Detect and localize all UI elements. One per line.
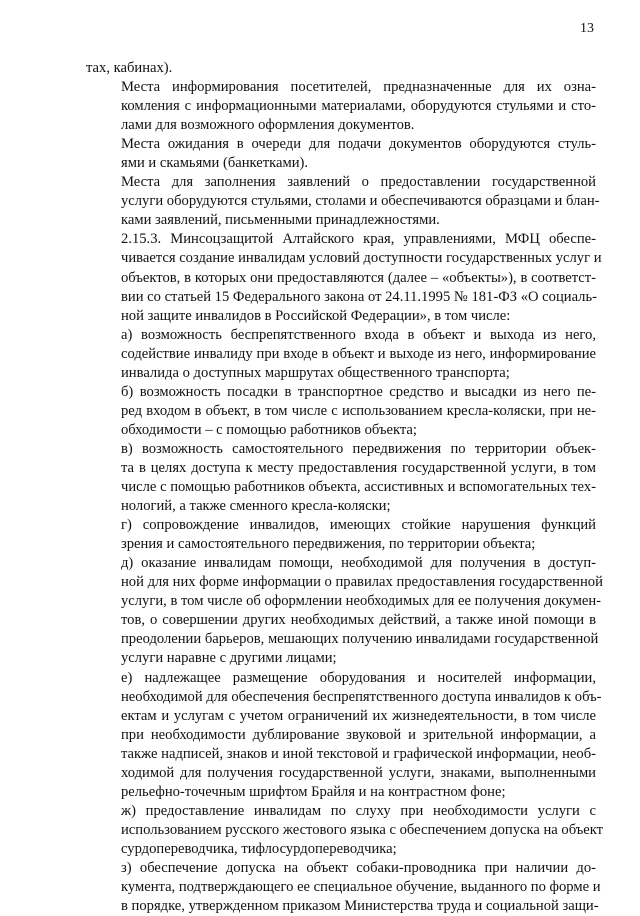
document-body — [86, 59, 604, 916]
text-line: тов, о совершении других необходимых действий, а также иной помощи в — [121, 612, 596, 629]
text-line: необходимой для обеспечения беспрепятственного доступа инвалидов к объ- — [121, 688, 602, 705]
paragraph — [86, 135, 596, 173]
text-line: ектам и услугам с учетом ограничений их жизнедеятельности, в том числе — [121, 707, 596, 724]
text-line: рельефно-точечным шрифтом Брайля и на контрастном фоне; — [121, 783, 506, 800]
text-line: также надписей, знаков и иной текстовой и графической информации, необ- — [121, 745, 596, 762]
text-line: при необходимости дублирование звуковой и зрительной информации, а — [121, 726, 596, 743]
text-line: услуги, в том числе об оформлении необходимых для ее получения докумен- — [121, 593, 602, 610]
text-line: преодолении барьеров, мешающих получению инвалидами государственной — [121, 631, 599, 648]
text-line: а) возможность беспрепятственного входа в объект и выхода из него, — [121, 326, 596, 343]
paragraph — [86, 554, 603, 668]
text-line: та в целях доступа к месту предоставления государственной услуги, в том — [121, 459, 596, 476]
text-line: вии со статьей 15 Федерального закона от 24.11.1995 № 181-ФЗ «О социаль- — [121, 288, 597, 305]
text-line: числе с помощью работников объекта, ассистивных и вспомогательных тех- — [121, 479, 596, 496]
paragraph — [86, 440, 596, 516]
text-line: тах, кабинах). — [86, 60, 173, 76]
text-line: чивается создание инвалидам условий доступности государственных услуг и — [121, 250, 602, 267]
page-number: 13 — [580, 21, 594, 36]
text-line: услуги наравне с другими лицами; — [121, 650, 337, 667]
text-line: г) сопровождение инвалидов, имеющих стойкие нарушения функций — [121, 517, 596, 534]
text-line: сурдопереводчика, тифлосурдопереводчика; — [121, 840, 397, 857]
text-line: б) возможность посадки в транспортное средство и высадки из него пе- — [121, 383, 596, 400]
text-line: объектов, в которых они предоставляются (далее – «объекты»), в соответст- — [121, 269, 596, 286]
text-line: использованием русского жестового языка с обеспечением допуска на объект — [121, 821, 604, 838]
text-line: в порядке, утвержденном приказом Министерства труда и социальной защи- — [121, 898, 599, 915]
text-line: ж) предоставление инвалидам по слуху при необходимости услуги с — [121, 802, 596, 819]
text-line: ной защите инвалидов в Российской Федерации», в том числе: — [121, 307, 511, 324]
paragraph — [86, 230, 602, 325]
text-line: зрения и самостоятельного передвижения, по территории объекта; — [121, 536, 536, 553]
text-line: з) обеспечение допуска на объект собаки-проводника при наличии до- — [121, 859, 596, 876]
text-line: нологий, а также сменного кресла-коляски; — [121, 498, 391, 515]
paragraph — [86, 669, 602, 802]
text-line: ями и скамьями (банкетками). — [121, 155, 309, 172]
text-line: услуги оборудуются стульями, столами и обеспечиваются образцами и блан- — [121, 193, 600, 210]
text-line: кумента, подтверждающего ее специальное обучение, выданного по форме и — [121, 879, 601, 896]
paragraph — [86, 859, 601, 916]
paragraph — [86, 326, 596, 383]
text-line: д) оказание инвалидам помощи, необходимой для получения в доступ- — [121, 555, 596, 572]
text-line: инвалида о доступных маршрутах общественного транспорта; — [121, 364, 510, 381]
text-line: е) надлежащее размещение оборудования и носителей информации, — [121, 669, 596, 686]
paragraph — [86, 383, 596, 440]
paragraph — [86, 802, 604, 859]
text-line: обходимости – с помощью работников объекта; — [121, 421, 417, 438]
text-line: лами для возможного оформления документов. — [121, 117, 415, 134]
text-line: Места для заполнения заявлений о предоставлении государственной — [121, 174, 596, 191]
paragraph — [86, 59, 596, 78]
text-line: ной для них форме информации о правилах предоставления государственной — [121, 574, 603, 591]
text-line: содействие инвалиду при входе в объект и выходе из него, информирование — [121, 345, 596, 362]
paragraph — [86, 516, 596, 554]
text-line: 2.15.3. Минсоцзащитой Алтайского края, управлениями, МФЦ обеспе- — [121, 231, 596, 248]
text-line: ходимой для получения государственной услуги, знаками, выполненными — [121, 764, 596, 781]
text-line: ред входом в объект, в том числе с использованием кресла-коляски, при не- — [121, 402, 596, 419]
text-line: ками заявлений, письменными принадлежностями. — [121, 212, 440, 229]
text-line: в) возможность самостоятельного передвижения по территории объек- — [121, 440, 596, 457]
text-line: Места информирования посетителей, предназначенные для их озна- — [121, 79, 596, 96]
paragraph — [86, 173, 600, 230]
paragraph — [86, 78, 596, 135]
text-line: Места ожидания в очереди для подачи документов оборудуются стуль- — [121, 136, 596, 153]
text-line: комления с информационными материалами, оборудуются стульями и сто- — [121, 98, 596, 115]
